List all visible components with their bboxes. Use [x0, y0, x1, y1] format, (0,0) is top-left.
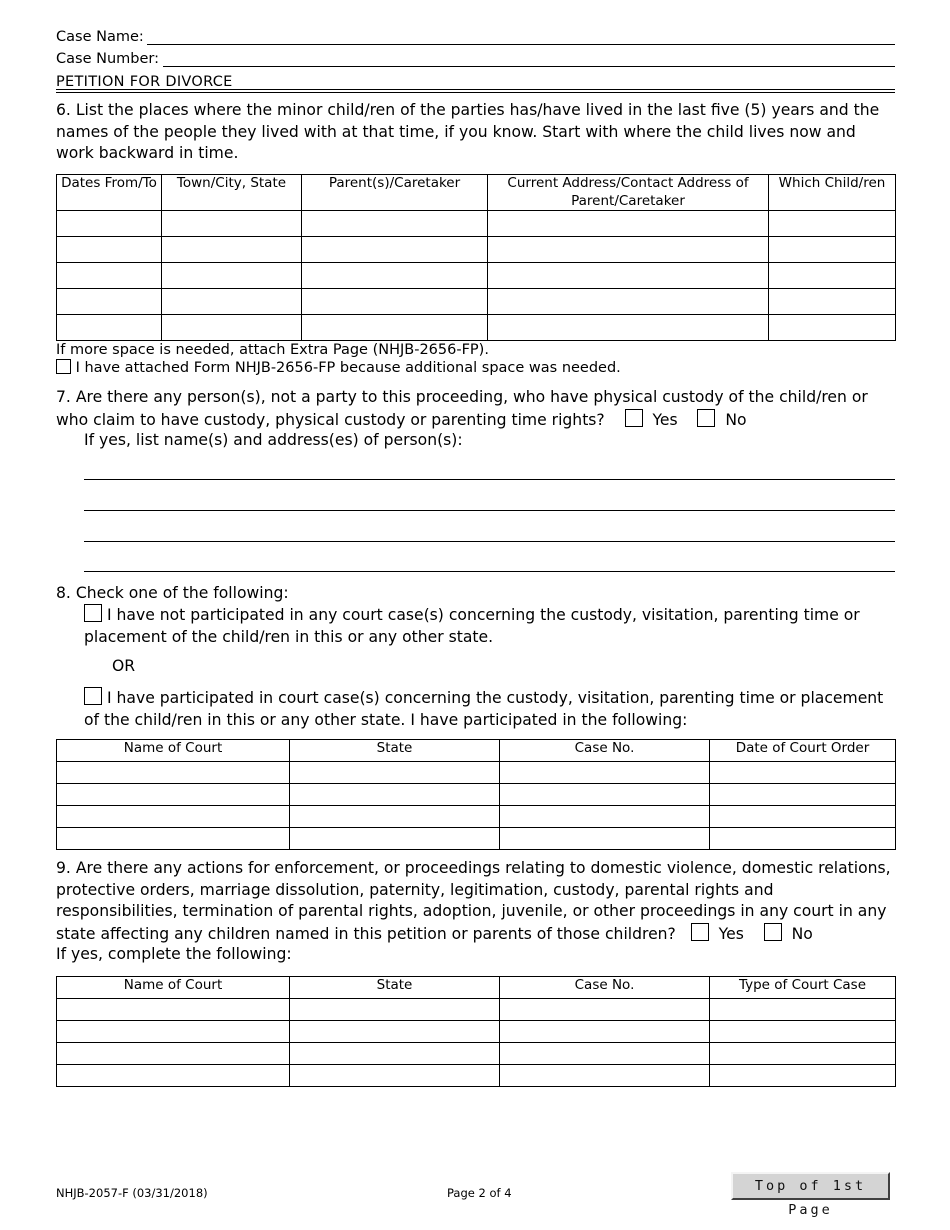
table-cell[interactable] [57, 289, 162, 315]
q7-answer-line[interactable] [84, 541, 895, 542]
table-row [57, 828, 896, 850]
case-name-line [147, 44, 895, 45]
table-cell[interactable] [710, 1043, 896, 1065]
q8-header-row [57, 740, 896, 762]
table-cell[interactable] [57, 263, 162, 289]
table-cell[interactable] [57, 999, 290, 1021]
table-cell[interactable] [57, 1065, 290, 1087]
q8-col-header: Name of Court [57, 740, 290, 762]
q9-col-header: Case No. [500, 977, 710, 999]
q7-followup: If yes, list name(s) and address(es) of person(s): [84, 431, 463, 449]
header-rule-top [56, 89, 895, 90]
table-row [57, 263, 896, 289]
table-cell[interactable] [500, 784, 710, 806]
q8-option-b-label: I have participated in court case(s) concerning the custody, visitation, parenting time or placement of the child/ren in this or any other state. I have participated in the following: [84, 689, 884, 729]
q8-option-b-checkbox[interactable] [84, 687, 102, 705]
q8-col-header: Date of Court Order [710, 740, 896, 762]
table-cell[interactable] [57, 828, 290, 850]
header-rule-bottom [56, 92, 895, 93]
q9-followup: If yes, complete the following: [56, 945, 292, 963]
case-number-line [163, 66, 895, 67]
q8-intro: 8. Check one of the following: [56, 584, 289, 602]
table-cell[interactable] [488, 289, 769, 315]
q9-header-row [57, 977, 896, 999]
table-cell[interactable] [290, 806, 500, 828]
table-cell[interactable] [710, 999, 896, 1021]
page-number: Page 2 of 4 [447, 1186, 512, 1200]
case-name-label: Case Name: [56, 29, 144, 45]
table-cell[interactable] [769, 237, 896, 263]
table-row [57, 784, 896, 806]
q9-yes-label: Yes [718, 924, 744, 943]
q9-col-header: State [290, 977, 500, 999]
table-cell[interactable] [710, 1065, 896, 1087]
table-cell[interactable] [302, 263, 488, 289]
table-row [57, 315, 896, 341]
table-row [57, 1043, 896, 1065]
table-cell[interactable] [488, 263, 769, 289]
q6-extra-page-note: If more space is needed, attach Extra Page (NHJB-2656-FP). [56, 342, 489, 358]
table-cell[interactable] [302, 237, 488, 263]
q7-answer-line[interactable] [84, 571, 895, 572]
q6-header-row [57, 175, 896, 211]
table-cell[interactable] [710, 806, 896, 828]
form-id: NHJB-2057-F (03/31/2018) [56, 1186, 208, 1200]
table-cell[interactable] [162, 315, 302, 341]
table-cell[interactable] [488, 237, 769, 263]
q9-yes-checkbox[interactable] [691, 923, 709, 941]
top-of-first-page-button[interactable]: Top of 1st Page [731, 1172, 890, 1200]
table-cell[interactable] [57, 762, 290, 784]
q6-attach-checkbox[interactable] [56, 359, 71, 374]
q9-col-header: Name of Court [57, 977, 290, 999]
table-cell[interactable] [290, 784, 500, 806]
table-row [57, 237, 896, 263]
q7-yes-checkbox[interactable] [625, 409, 643, 427]
q7-text: 7. Are there any person(s), not a party to this proceeding, who have physical custody of the child/ren or who claim to have custody, physical custody or parenting time rights? [56, 388, 868, 429]
form-title: PETITION FOR DIVORCE [56, 74, 233, 90]
table-cell[interactable] [302, 289, 488, 315]
table-cell[interactable] [290, 1021, 500, 1043]
q8-col-header: Case No. [500, 740, 710, 762]
q6-col-header: Which Child/ren [769, 175, 896, 211]
table-cell[interactable] [710, 784, 896, 806]
q9-court-table [56, 976, 896, 1087]
q8-option-b [84, 687, 884, 731]
table-cell[interactable] [500, 1021, 710, 1043]
table-cell[interactable] [57, 237, 162, 263]
table-cell[interactable] [500, 762, 710, 784]
table-cell[interactable] [500, 828, 710, 850]
q9-text: 9. Are there any actions for enforcement, or proceedings relating to domestic violence, domestic relations, protective orders, marriage dissolution, paternity, legitimation, custody, parental rights and responsibilities, termination of parental rights, adoption, juvenile, or other proceedings in any court in any state affecting any children named in this petition or parents of those children? [56, 859, 891, 943]
table-cell[interactable] [57, 806, 290, 828]
q9-block [56, 858, 896, 945]
table-cell[interactable] [57, 784, 290, 806]
table-cell[interactable] [290, 1043, 500, 1065]
table-cell[interactable] [290, 828, 500, 850]
q7-answer-line[interactable] [84, 479, 895, 480]
case-number-label: Case Number: [56, 51, 159, 67]
q6-attach-label: I have attached Form NHJB-2656-FP because additional space was needed. [75, 360, 621, 376]
q8-or-label: OR [112, 657, 136, 675]
table-row [57, 211, 896, 237]
table-cell[interactable] [162, 211, 302, 237]
q9-col-header: Type of Court Case [710, 977, 896, 999]
table-cell[interactable] [290, 762, 500, 784]
table-cell[interactable] [290, 1065, 500, 1087]
q6-attach-row [56, 359, 621, 377]
q7-yes-label: Yes [652, 410, 678, 429]
q6-residence-table [56, 174, 896, 341]
q9-no-label: No [791, 924, 813, 943]
q8-option-a [84, 604, 884, 648]
table-row [57, 806, 896, 828]
table-row [57, 762, 896, 784]
q7-block [56, 387, 896, 431]
q7-answer-line[interactable] [84, 510, 895, 511]
table-row [57, 999, 896, 1021]
q7-no-label: No [725, 410, 747, 429]
table-cell[interactable] [769, 211, 896, 237]
table-row [57, 1021, 896, 1043]
table-cell[interactable] [302, 315, 488, 341]
table-cell[interactable] [162, 237, 302, 263]
table-cell[interactable] [500, 999, 710, 1021]
table-row [57, 1065, 896, 1087]
q8-col-header: State [290, 740, 500, 762]
table-cell[interactable] [290, 999, 500, 1021]
q8-option-a-checkbox[interactable] [84, 604, 102, 622]
table-cell[interactable] [57, 211, 162, 237]
table-cell[interactable] [500, 1043, 710, 1065]
q6-col-header: Current Address/Contact Address of Parent/Caretaker [488, 175, 769, 211]
q6-col-header: Dates From/To [57, 175, 162, 211]
table-cell[interactable] [162, 289, 302, 315]
q9-no-checkbox[interactable] [764, 923, 782, 941]
table-cell[interactable] [769, 263, 896, 289]
q6-col-header: Town/City, State [162, 175, 302, 211]
table-cell[interactable] [710, 762, 896, 784]
table-cell[interactable] [769, 289, 896, 315]
table-cell[interactable] [500, 1065, 710, 1087]
table-cell[interactable] [769, 315, 896, 341]
table-cell[interactable] [57, 1021, 290, 1043]
table-row [57, 289, 896, 315]
table-cell[interactable] [57, 1043, 290, 1065]
table-cell[interactable] [710, 1021, 896, 1043]
q8-option-a-label: I have not participated in any court case(s) concerning the custody, visitation, parenting time or placement of the child/ren in this or any other state. [84, 606, 860, 646]
table-cell[interactable] [500, 806, 710, 828]
q8-court-table [56, 739, 896, 850]
q6-col-header: Parent(s)/Caretaker [302, 175, 488, 211]
table-cell[interactable] [302, 211, 488, 237]
table-cell[interactable] [57, 315, 162, 341]
q6-text: 6. List the places where the minor child/ren of the parties has/have lived in the last five (5) years and the names of the people they lived with at that time, if you know. Start with where the child lives now and work backward in time. [56, 101, 880, 162]
table-cell[interactable] [162, 263, 302, 289]
table-cell[interactable] [488, 211, 769, 237]
table-cell[interactable] [488, 315, 769, 341]
table-cell[interactable] [710, 828, 896, 850]
q7-no-checkbox[interactable] [697, 409, 715, 427]
